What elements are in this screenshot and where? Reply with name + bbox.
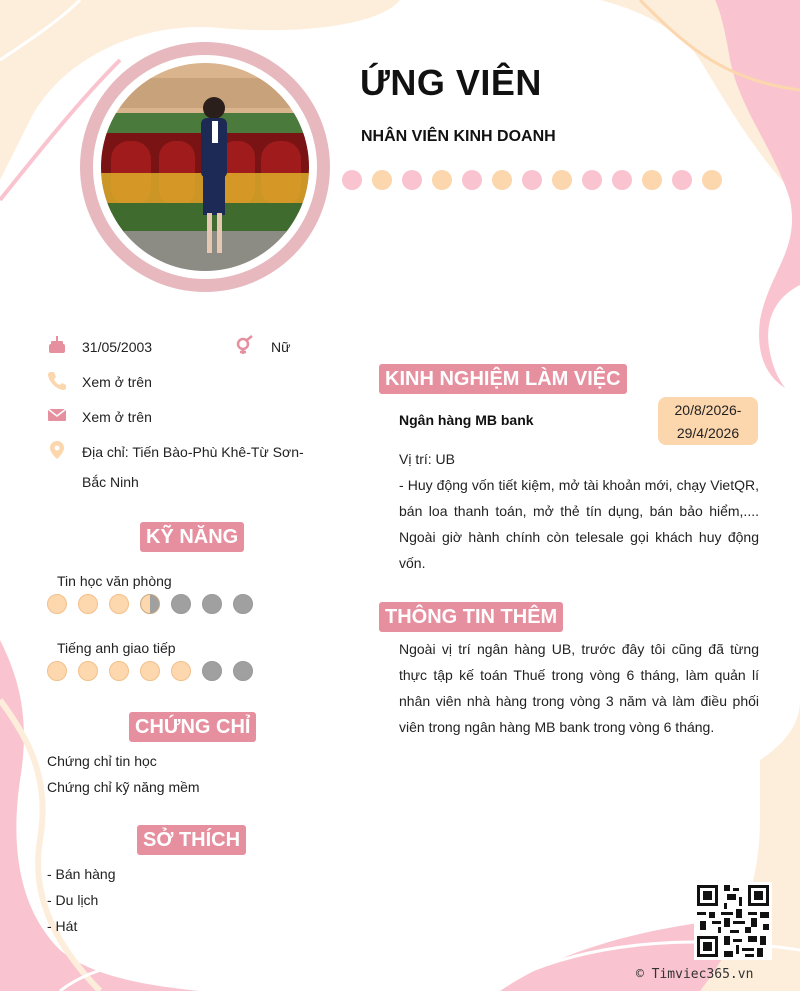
email-icon xyxy=(47,405,67,425)
company-name: Ngân hàng MB bank xyxy=(399,412,534,428)
hobby-item: - Du lịch xyxy=(47,892,99,908)
qr-code xyxy=(694,882,772,960)
address-line1: Địa chỉ: Tiến Bào-Phù Khê-Từ Sơn- xyxy=(82,444,304,460)
footer-copyright: © Timviec365.vn xyxy=(636,967,754,982)
decorative-dots xyxy=(342,170,722,190)
photo-border xyxy=(93,55,317,279)
profile-photo xyxy=(101,63,309,271)
candidate-name: ỨNG VIÊN xyxy=(360,62,542,103)
gender: Nữ xyxy=(271,339,291,355)
location-icon xyxy=(47,440,67,460)
skill-rating-office xyxy=(47,594,253,614)
skill-label: Tiếng anh giao tiếp xyxy=(57,640,176,656)
date-start: 20/8/2026- xyxy=(674,402,742,418)
address-line2: Bắc Ninh xyxy=(82,474,139,490)
cake-icon xyxy=(47,335,67,355)
hobby-item: - Bán hàng xyxy=(47,866,116,882)
experience-description: - Huy động vốn tiết kiệm, mở tài khoản mới, chạy VietQR, bán loa thanh toán, mở thẻ tín dụng, bán bảo hiểm,.... Ngoài giờ hành chính còn telesale gọi khách huy động vốn. xyxy=(399,477,759,571)
additional-text: Ngoài vị trí ngân hàng UB, trước đây tôi cũng đã từng thực tập kế toán Thuế trong vòng 6 tháng, làm quản lí nhân viên nhà hàng trong vòng 3 năm và làm điều phối viên trong ngân hàng MB bank trong vòng 6 tháng. xyxy=(399,641,759,735)
skill-rating-english xyxy=(47,661,253,681)
gender-icon xyxy=(234,335,254,355)
job-title: NHÂN VIÊN KINH DOANH xyxy=(361,128,556,145)
date-end: 29/4/2026 xyxy=(676,425,740,441)
work-dates xyxy=(658,397,758,445)
position: Vị trí: UB xyxy=(399,451,456,467)
additional-heading: THÔNG TIN THÊM xyxy=(379,602,563,632)
certificate-item: Chứng chỉ tin học xyxy=(47,753,157,769)
phone: Xem ở trên xyxy=(82,374,152,390)
experience-heading: KINH NGHIỆM LÀM VIỆC xyxy=(379,364,627,394)
hobbies-heading: SỞ THÍCH xyxy=(137,825,246,855)
phone-icon xyxy=(47,370,67,390)
certificates-heading: CHỨNG CHỈ xyxy=(129,712,256,742)
birth-date: 31/05/2003 xyxy=(82,339,153,355)
hobby-item: - Hát xyxy=(47,918,78,934)
certificate-item: Chứng chỉ kỹ năng mềm xyxy=(47,779,200,795)
email: Xem ở trên xyxy=(82,409,152,425)
skill-label: Tin học văn phòng xyxy=(57,573,172,589)
skills-heading: KỸ NĂNG xyxy=(140,522,244,552)
